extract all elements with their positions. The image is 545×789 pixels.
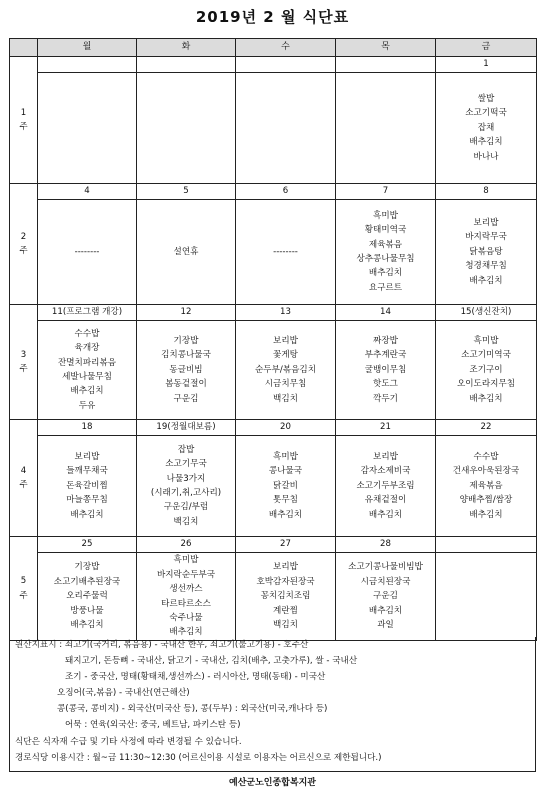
menu-item: 숙주나물	[169, 612, 203, 623]
menu-item: 콩나물국	[268, 466, 303, 477]
date-cell: 22	[436, 420, 537, 436]
week-label	[10, 420, 38, 537]
origin-note: 돼지고기, 돈등뼈 - 국내산, 닭고기 - 국내산, 김치(배추, 고춧가루), 쌀 - 국내산	[65, 656, 358, 667]
menu-item: 부추계란국	[364, 350, 407, 361]
menu-item: 백김치	[173, 516, 199, 527]
dining-hours: 경로식당 이용시간 : 월~금 11:30~12:30 (어르신이용 시설로 이용자는 어르신으로 제한됩니다.)	[15, 752, 382, 763]
notes-box	[9, 637, 536, 772]
origin-note: 어묵 : 연육(외국산: 중국, 베트남, 파키스탄 등)	[65, 720, 241, 731]
menu-row	[10, 200, 537, 305]
menu-item: 양배추찜/쌈장	[459, 495, 513, 506]
menu-item: 배추김치	[368, 605, 403, 616]
day-menu-cell	[336, 200, 436, 305]
date-row	[10, 420, 537, 436]
menu-item: 나물3가지	[166, 473, 206, 484]
week-label-part: 3	[20, 349, 27, 360]
menu-item: 오이도라지무침	[456, 379, 516, 390]
menu-item: 수수밥	[74, 328, 100, 339]
menu-item: 배추김치	[469, 137, 503, 148]
day-menu-cell	[137, 436, 236, 537]
menu-item: 바나나	[473, 151, 499, 162]
date-cell: 28	[336, 537, 436, 553]
menu-item: 짜장밥	[373, 335, 398, 346]
menu-table	[9, 38, 537, 641]
menu-item: 조기구이	[469, 364, 503, 375]
menu-item: 잔멸치파리볶음	[57, 357, 117, 368]
day-menu-cell	[336, 436, 436, 537]
menu-item: 김치콩나물국	[161, 350, 211, 361]
menu-item: 들깨무채국	[66, 466, 108, 477]
menu-item: 배추김치	[469, 275, 503, 286]
menu-item: 계란찜	[273, 605, 298, 616]
origin-note: 콩(콩국, 콩비지) - 외국산(미국산 등), 콩(두부) : 외국산(미국,캐나다 등)	[57, 704, 328, 715]
week-label-part: 5	[20, 576, 27, 587]
date-cell: 18	[38, 420, 137, 436]
menu-item: 오리주물럭	[66, 591, 108, 602]
date-cell	[38, 57, 137, 73]
menu-item: 기장밥	[173, 335, 199, 346]
menu-item: 타르타르소스	[161, 598, 211, 609]
menu-row	[10, 436, 537, 537]
week-label-part: 주	[19, 480, 28, 490]
menu-item: 과일	[377, 620, 394, 631]
day-menu-cell	[436, 321, 537, 420]
date-cell	[336, 57, 436, 73]
date-cell	[137, 57, 236, 73]
page-title: 2019년 2 월 식단표	[195, 8, 350, 26]
week-label-part: 2	[20, 231, 27, 242]
week-label-part: 주	[19, 590, 28, 601]
origin-note: 원산지표시 : 쇠고기(국거리, 볶음용) - 국내산 한우, 쇠고기(불고기용) - 호주산	[15, 640, 309, 650]
menu-item: 생선까스	[169, 584, 203, 595]
menu-item: 소고기미역국	[461, 350, 511, 361]
menu-item: 핫도그	[373, 379, 398, 390]
date-cell: 26	[137, 537, 236, 553]
date-cell: 19(정월대보름)	[137, 420, 236, 436]
menu-item: 마늘쫑무침	[66, 495, 108, 506]
day-header: 금	[436, 39, 537, 57]
menu-item: 육개장	[74, 343, 100, 354]
day-menu-cell	[38, 321, 137, 420]
menu-item: --------	[74, 246, 100, 257]
date-cell: 6	[236, 184, 336, 200]
menu-item: 바지락순두부국	[156, 569, 216, 580]
week-label-part: 1	[20, 107, 27, 118]
menu-item: --------	[273, 246, 298, 257]
menu-item: 수수밥	[473, 451, 499, 462]
date-cell: 11(프로그램 개강)	[38, 305, 137, 321]
menu-item: 흑미밥	[273, 451, 298, 462]
menu-item: 보리밥	[273, 335, 298, 346]
menu-item: (시래기,취,고사리)	[150, 488, 222, 498]
menu-row	[10, 321, 537, 420]
week-label	[10, 184, 38, 305]
day-menu-cell	[137, 321, 236, 420]
menu-item: 꽁치김치조림	[260, 591, 311, 602]
menu-item: 제육볶음	[368, 239, 403, 250]
menu-item: 배추김치	[368, 509, 403, 520]
day-menu-cell	[236, 200, 336, 305]
menu-item: 순두부/볶음김치	[254, 364, 316, 375]
menu-item: 소고기콩나물비빔밥	[348, 562, 423, 573]
menu-item: 유채겉절이	[364, 495, 407, 506]
menu-item: 배추김치	[70, 620, 104, 631]
menu-item: 흑미밥	[173, 555, 199, 566]
menu-item: 요구르트	[368, 282, 403, 293]
day-menu-cell	[38, 73, 137, 184]
menu-item: 세발나물무침	[62, 372, 112, 382]
week-label	[10, 57, 38, 184]
date-cell: 4	[38, 184, 137, 200]
day-menu-cell	[236, 553, 336, 641]
date-cell: 20	[236, 420, 336, 436]
menu-item: 동글비빔	[169, 364, 203, 375]
menu-item: 깍두기	[373, 393, 398, 404]
menu-item: 구운김/부럼	[163, 502, 209, 513]
menu-item: 기장밥	[74, 562, 100, 573]
day-menu-cell	[236, 436, 336, 537]
menu-item: 소고기두부조림	[356, 480, 415, 491]
weekday-header-row	[10, 39, 537, 57]
day-header: 월	[38, 39, 137, 57]
corner-cell	[10, 39, 38, 57]
day-menu-cell	[436, 73, 537, 184]
day-header: 수	[236, 39, 336, 57]
menu-item: 배추김치	[368, 268, 403, 279]
menu-item: 톳무침	[273, 495, 298, 506]
menu-item: 설연휴	[173, 246, 199, 257]
menu-item: 청경채무침	[465, 261, 507, 272]
date-cell: 7	[336, 184, 436, 200]
menu-item: 보리밥	[473, 217, 499, 228]
menu-item: 흑미밥	[373, 210, 398, 221]
menu-item: 닭갈비	[273, 480, 298, 491]
menu-item: 황태미역국	[364, 225, 407, 236]
menu-item: 구운김	[373, 591, 398, 602]
menu-item: 배추김치	[469, 509, 503, 520]
day-header: 화	[137, 39, 236, 57]
menu-item: 두유	[78, 400, 96, 411]
menu-item: 제육볶음	[469, 480, 503, 491]
day-menu-cell	[137, 553, 236, 641]
date-cell	[236, 57, 336, 73]
menu-item: 닭볶음탕	[469, 246, 503, 257]
menu-item: 돈육갈비찜	[66, 480, 108, 491]
date-cell: 12	[137, 305, 236, 321]
menu-item: 배추김치	[70, 386, 104, 397]
date-row	[10, 184, 537, 200]
day-header: 목	[336, 39, 436, 57]
day-menu-cell	[137, 200, 236, 305]
day-menu-cell	[236, 73, 336, 184]
week-label-part: 4	[20, 465, 27, 476]
date-cell: 25	[38, 537, 137, 553]
menu-item: 건새우아욱된장국	[452, 466, 520, 477]
menu-item: 바지락무국	[465, 232, 507, 243]
menu-item: 방풍나물	[70, 605, 104, 616]
date-row	[10, 537, 537, 553]
menu-item: 굴뱅이무침	[364, 364, 407, 375]
date-cell: 5	[137, 184, 236, 200]
day-menu-cell	[38, 553, 137, 641]
date-cell: 27	[236, 537, 336, 553]
menu-item: 보리밥	[74, 451, 100, 462]
menu-item: 배추김치	[268, 509, 303, 520]
origin-note: 오징어(국,볶음) - 국내산(연근해산)	[57, 688, 190, 699]
menu-item: 상추콩나물무침	[356, 254, 415, 264]
week-label	[10, 305, 38, 420]
menu-item: 구운김	[173, 393, 199, 404]
menu-item: 보리밥	[373, 451, 398, 462]
menu-item: 시금치무침	[264, 379, 307, 390]
week-label-part: 주	[19, 364, 28, 374]
menu-item: 시금치된장국	[360, 576, 411, 587]
menu-item: 배추김치	[169, 627, 203, 638]
menu-item: 소고기떡국	[465, 108, 507, 119]
menu-item: 소고기배추된장국	[53, 576, 121, 587]
menu-item: 잡채	[477, 122, 495, 133]
date-cell: 13	[236, 305, 336, 321]
week-label-part: 주	[19, 246, 28, 256]
date-cell: 8	[436, 184, 537, 200]
menu-item: 소고기무국	[165, 459, 207, 470]
organization-name: 예산군노인종합복지관	[229, 778, 316, 788]
day-menu-cell	[436, 436, 537, 537]
date-cell: 1	[436, 57, 537, 73]
menu-item: 호박감자된장국	[256, 576, 315, 587]
day-menu-cell	[336, 73, 436, 184]
menu-row	[10, 553, 537, 641]
menu-item: 백김치	[273, 620, 298, 631]
date-cell: 14	[336, 305, 436, 321]
date-cell: 15(생신잔치)	[436, 305, 537, 321]
menu-item: 봄동겉절이	[165, 379, 207, 390]
menu-item: 꽃게탕	[273, 350, 298, 361]
week-label-part: 주	[19, 122, 28, 132]
menu-item: 흑미밥	[473, 335, 499, 346]
date-cell	[436, 537, 537, 553]
week-label	[10, 537, 38, 641]
menu-item: 배추김치	[70, 509, 104, 520]
date-cell: 21	[336, 420, 436, 436]
menu-item: 보리밥	[273, 562, 298, 573]
menu-item: 백김치	[273, 393, 298, 404]
day-menu-cell	[436, 200, 537, 305]
menu-row	[10, 73, 537, 184]
day-menu-cell	[436, 553, 537, 641]
date-row	[10, 57, 537, 73]
day-menu-cell	[137, 73, 236, 184]
day-menu-cell	[236, 321, 336, 420]
date-row	[10, 305, 537, 321]
menu-item: 감자소제비국	[360, 466, 411, 477]
day-menu-cell	[336, 553, 436, 641]
day-menu-cell	[38, 200, 137, 305]
menu-item: 쌀밥	[477, 93, 495, 104]
menu-item: 배추김치	[469, 393, 503, 404]
menu-item: 잡밥	[177, 444, 195, 455]
origin-note: 조기 - 중국산, 명태(황태채,생선까스) - 러시아산, 명태(동태) - 미국산	[65, 672, 326, 683]
change-notice: 식단은 식자재 수급 및 기타 사정에 따라 변경될 수 있습니다.	[15, 736, 242, 747]
day-menu-cell	[38, 436, 137, 537]
day-menu-cell	[336, 321, 436, 420]
